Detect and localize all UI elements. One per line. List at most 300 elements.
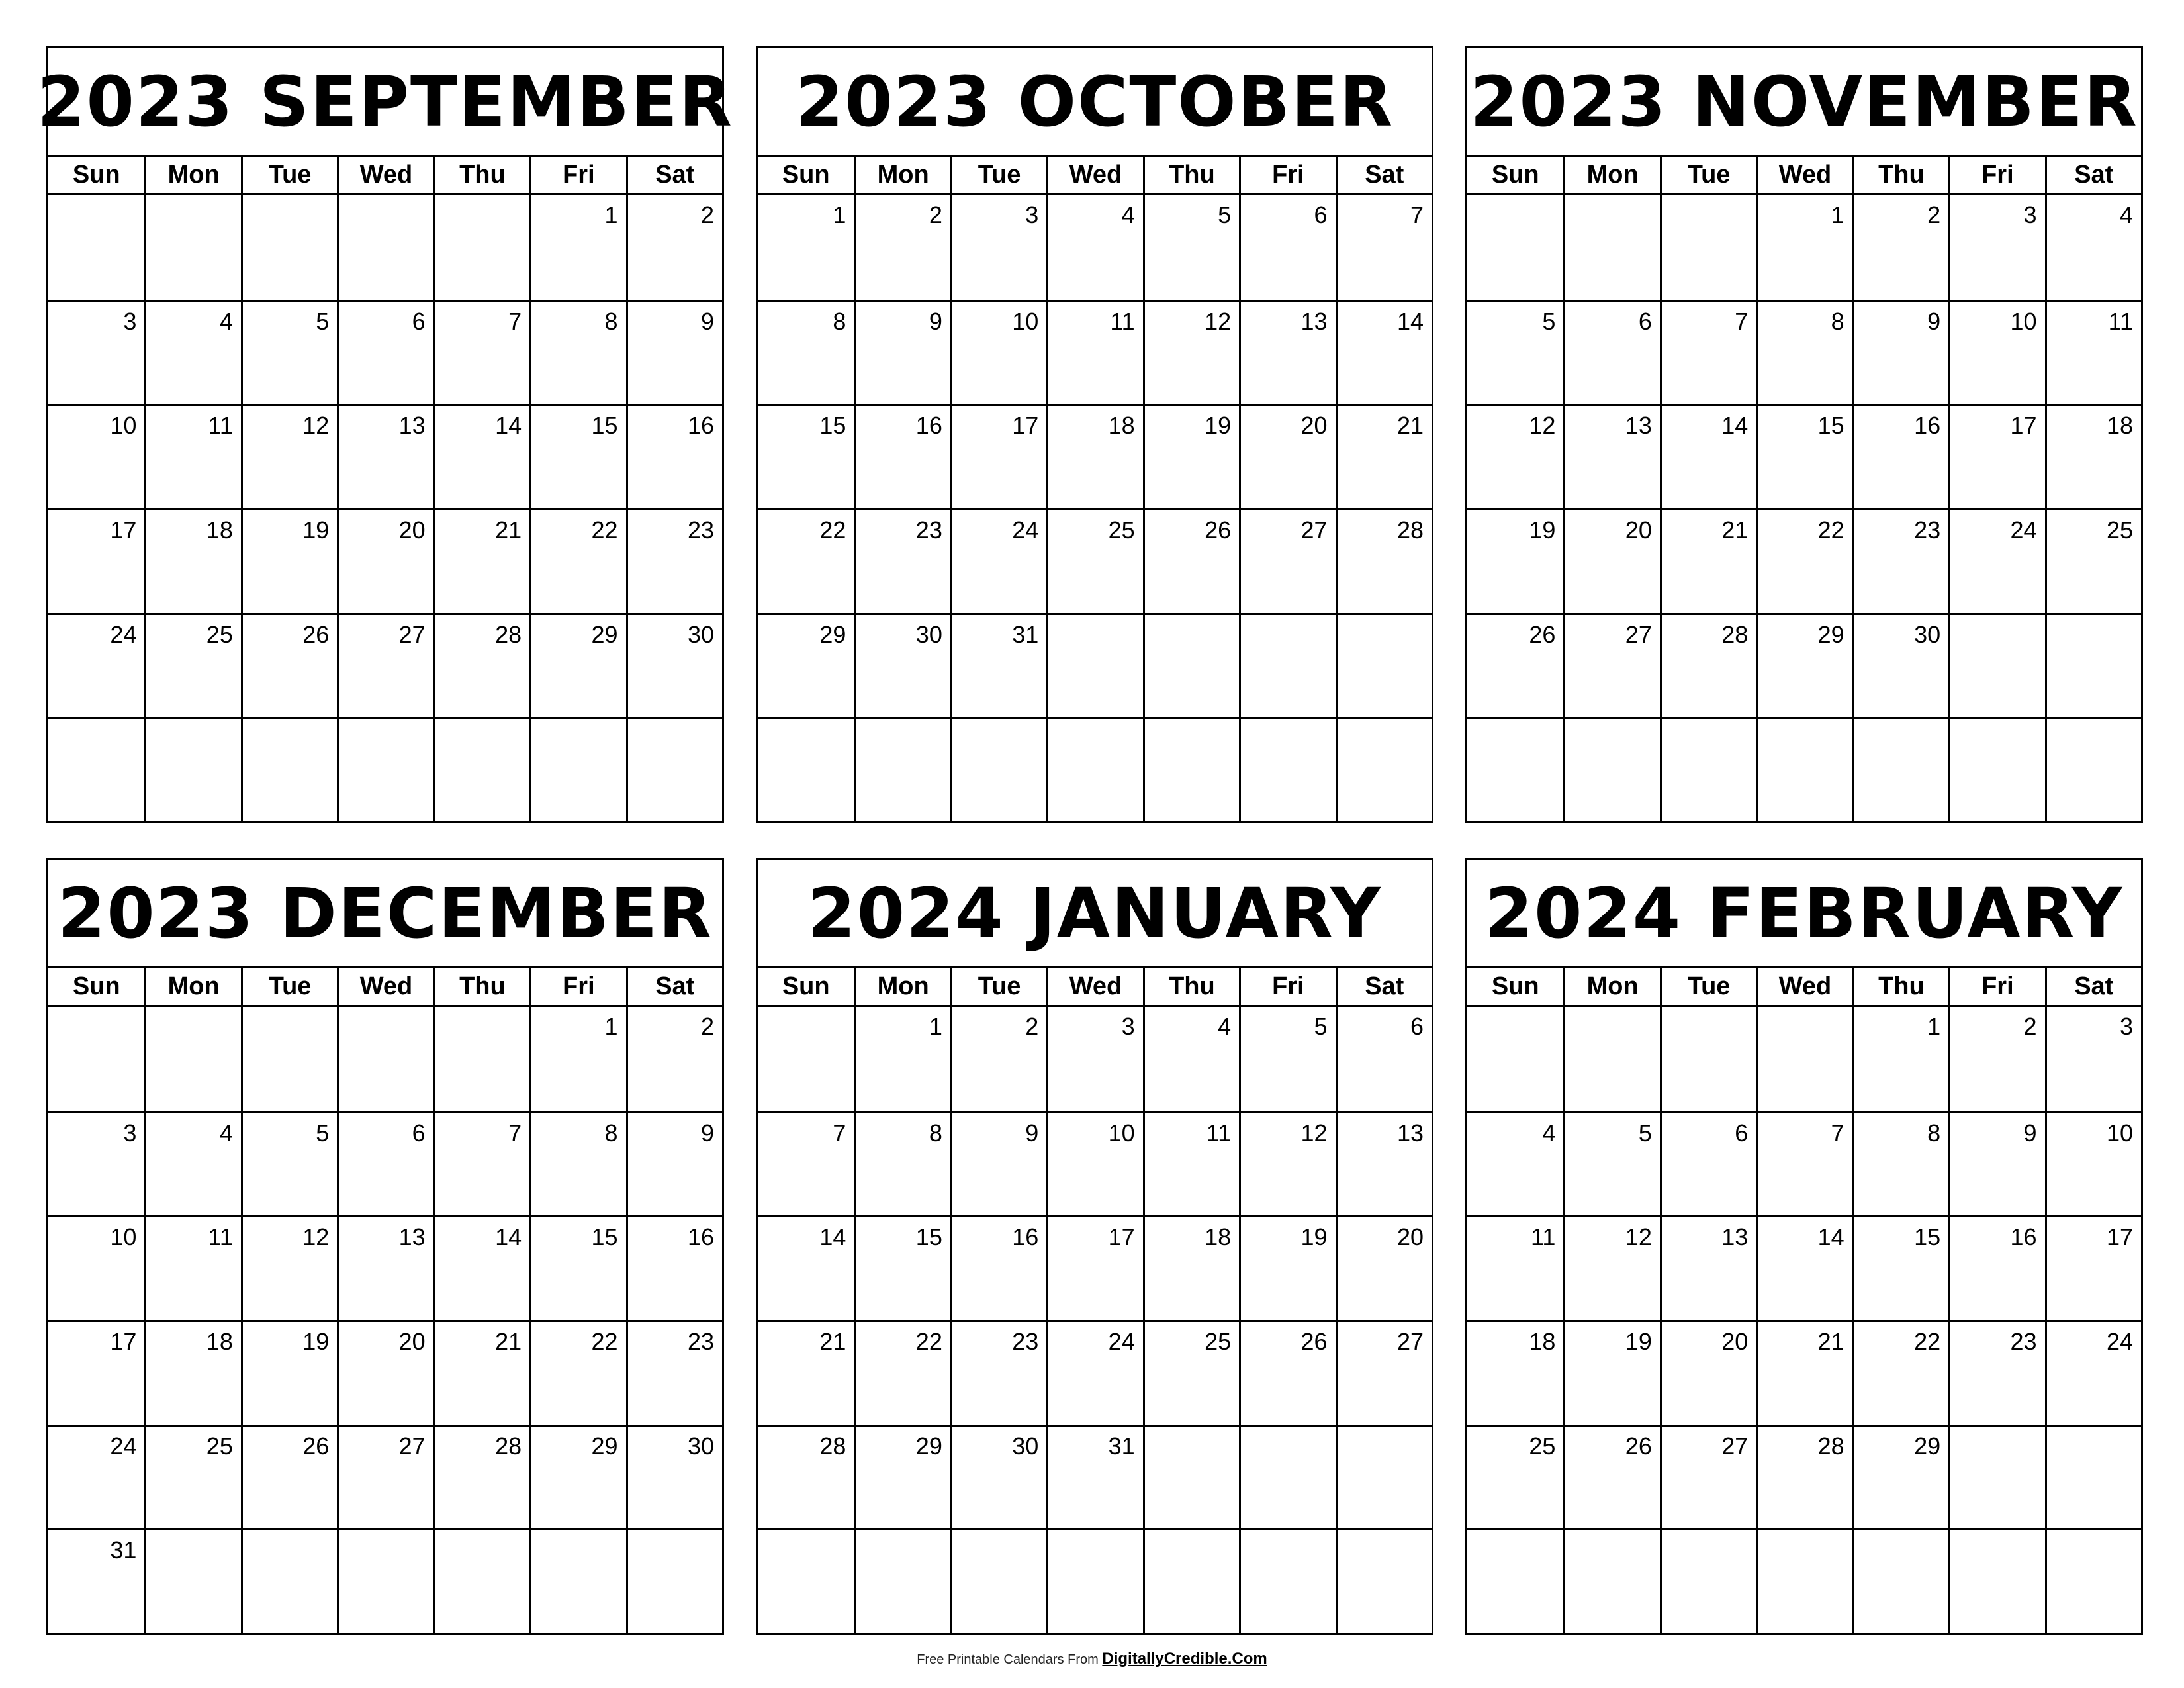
weekday-label: Mon [854,968,950,1005]
day-cell [950,1528,1046,1633]
day-cell: 10 [1948,300,2044,404]
day-cell: 6 [337,300,433,404]
weekday-label: Wed [1756,157,1852,193]
day-cell: 16 [950,1215,1046,1320]
day-cell [433,1528,529,1633]
month-calendar [1465,858,2143,1635]
weekday-label: Fri [1239,157,1335,193]
weekday-label: Mon [144,968,240,1005]
day-cell [433,195,529,300]
day-cell: 27 [337,1425,433,1529]
day-cell: 2 [1948,1007,2044,1111]
weekday-label: Mon [854,157,950,193]
month-title: 2023 OCTOBER [758,48,1432,157]
day-cell [48,1007,144,1111]
day-cell: 27 [1239,508,1335,613]
day-cell: 21 [758,1320,854,1425]
day-cell: 28 [1660,613,1756,718]
weekday-label: Sat [2045,157,2141,193]
weekday-label: Tue [241,157,337,193]
weekday-label: Tue [950,157,1046,193]
day-cell: 14 [433,404,529,508]
weekday-label: Mon [1563,968,1659,1005]
day-cell: 3 [1948,195,2044,300]
day-cell [758,1528,854,1633]
day-cell: 19 [1467,508,1563,613]
weekday-label: Sun [782,972,830,1000]
day-cell: 6 [337,1111,433,1216]
day-cell: 27 [1563,613,1659,718]
day-cell [144,1007,240,1111]
day-cell [1660,717,1756,821]
day-cell [1336,1528,1432,1633]
day-cell: 1 [529,1007,625,1111]
day-cell: 25 [2045,508,2141,613]
day-cell: 12 [1143,300,1239,404]
day-cell [337,195,433,300]
day-cell: 21 [1336,404,1432,508]
day-cell: 30 [950,1425,1046,1529]
day-cell: 16 [854,404,950,508]
day-cell: 25 [1467,1425,1563,1529]
day-cell [1467,1528,1563,1633]
weekday-label: Thu [433,968,529,1005]
day-cell: 7 [433,1111,529,1216]
day-cell [2045,1528,2141,1633]
day-cell: 20 [1660,1320,1756,1425]
day-cell: 5 [241,1111,337,1216]
day-cell: 21 [1756,1320,1852,1425]
day-cell: 18 [144,508,240,613]
weekday-label: Thu [1143,968,1239,1005]
day-cell: 24 [48,1425,144,1529]
day-cell: 9 [626,300,722,404]
day-cell: 1 [833,201,846,228]
day-cell: 26 [241,1425,337,1529]
day-cell: 25 [144,1425,240,1529]
day-cell [1563,1528,1659,1633]
weekday-label: Thu [433,157,529,193]
day-cell: 2 [626,195,722,300]
day-cell: 20 [337,508,433,613]
weekday-label: Thu [1852,968,1948,1005]
day-cell: 13 [1336,1111,1432,1216]
day-cell: 27 [1336,1320,1432,1425]
day-cell: 30 [854,613,950,718]
day-cell: 29 [758,613,854,718]
weekday-label: Tue [1660,157,1756,193]
day-cell [1563,717,1659,821]
day-cell [1948,717,2044,821]
day-cell [758,717,854,821]
day-cell: 9 [950,1111,1046,1216]
day-cell: 24 [1948,508,2044,613]
weekday-label: Wed [337,157,433,193]
day-cell: 12 [241,1215,337,1320]
day-cell: 2 [626,1007,722,1111]
day-cell: 29 [1852,1425,1948,1529]
day-cell: 23 [854,508,950,613]
day-cell [529,717,625,821]
day-grid [48,195,722,821]
day-cell [2045,613,2141,718]
day-cell: 19 [1239,1215,1335,1320]
weekday-label: Fri [529,157,625,193]
day-cell: 24 [48,613,144,718]
day-cell [241,1528,337,1633]
weekday-header [48,157,722,195]
day-cell: 17 [2045,1215,2141,1320]
day-cell: 14 [1756,1215,1852,1320]
day-cell: 10 [2045,1111,2141,1216]
day-cell: 19 [241,508,337,613]
day-cell: 11 [1143,1111,1239,1216]
day-cell [48,717,144,821]
day-cell: 5 [1143,195,1239,300]
day-cell [1239,1528,1335,1633]
day-cell [433,717,529,821]
day-cell: 22 [529,1320,625,1425]
weekday-label: Sun [72,161,120,189]
day-cell [48,195,144,300]
day-cell: 23 [1852,508,1948,613]
day-cell: 10 [48,404,144,508]
weekday-label: Tue [950,968,1046,1005]
day-cell: 1 [1756,195,1852,300]
day-cell: 8 [1852,1111,1948,1216]
day-cell: 7 [758,1111,854,1216]
day-cell: 3 [1046,1007,1142,1111]
day-cell: 14 [1660,404,1756,508]
day-cell: 5 [1239,1007,1335,1111]
day-cell: 10 [48,1215,144,1320]
footer [0,1650,2184,1668]
day-cell: 3 [48,300,144,404]
day-cell: 22 [1852,1320,1948,1425]
day-cell [1336,717,1432,821]
day-cell: 18 [1467,1320,1563,1425]
day-cell [2045,717,2141,821]
month-calendar [1465,46,2143,823]
day-cell: 26 [241,613,337,718]
day-cell: 24 [950,508,1046,613]
day-cell: 20 [1563,508,1659,613]
day-cell: 18 [1046,404,1142,508]
day-cell: 5 [241,300,337,404]
day-cell [529,1528,625,1633]
day-cell: 29 [529,613,625,718]
day-cell: 25 [1046,508,1142,613]
month-title: 2023 NOVEMBER [1467,48,2141,157]
day-cell: 17 [1948,404,2044,508]
day-cell: 9 [626,1111,722,1216]
day-cell: 3 [48,1111,144,1216]
day-cell: 5 [1563,1111,1659,1216]
day-cell: 20 [337,1320,433,1425]
day-cell: 15 [1756,404,1852,508]
day-cell [1467,717,1563,821]
footer-prefix: Free Printable Calendars From [917,1652,1099,1667]
day-cell: 4 [2045,195,2141,300]
day-cell: 3 [2045,1007,2141,1111]
day-cell: 9 [854,300,950,404]
day-cell [241,1007,337,1111]
month-calendar [756,858,1433,1635]
day-cell: 17 [1046,1215,1142,1320]
day-cell: 22 [1756,508,1852,613]
weekday-label: Sat [1336,968,1432,1005]
day-cell [1756,1007,1852,1111]
weekday-label: Mon [1563,157,1659,193]
day-cell: 28 [758,1425,854,1529]
weekday-label: Sun [72,972,120,1000]
weekday-label: Fri [1948,157,2044,193]
day-cell [241,717,337,821]
day-cell: 11 [1046,300,1142,404]
month-title: 2024 JANUARY [758,860,1432,968]
day-cell: 22 [758,508,854,613]
day-cell: 8 [1756,300,1852,404]
day-cell: 19 [241,1320,337,1425]
day-cell [1948,1528,2044,1633]
day-cell: 7 [1336,195,1432,300]
day-cell: 18 [1143,1215,1239,1320]
weekday-header [758,968,1432,1007]
day-cell: 19 [1143,404,1239,508]
weekday-label: Sat [2045,968,2141,1005]
weekday-label: Sat [1336,157,1432,193]
day-cell [1336,1425,1432,1529]
day-cell: 13 [1563,404,1659,508]
day-cell: 31 [950,613,1046,718]
day-cell: 16 [1852,404,1948,508]
day-cell [1852,1528,1948,1633]
day-cell: 5 [1467,300,1563,404]
day-cell: 23 [1948,1320,2044,1425]
day-cell: 18 [2045,404,2141,508]
day-cell [854,1528,950,1633]
day-cell: 30 [626,1425,722,1529]
day-cell: 1 [529,195,625,300]
day-cell: 31 [1046,1425,1142,1529]
weekday-label: Sat [626,968,722,1005]
day-cell [241,195,337,300]
day-cell: 17 [950,404,1046,508]
day-cell [1660,195,1756,300]
weekday-label: Sun [1491,972,1539,1000]
day-cell [1046,613,1142,718]
day-cell [1563,195,1659,300]
day-cell: 2 [854,195,950,300]
day-cell: 26 [1143,508,1239,613]
day-cell: 8 [529,300,625,404]
weekday-header [1467,157,2141,195]
day-cell: 3 [950,195,1046,300]
day-cell [1143,717,1239,821]
day-cell: 2 [1852,195,1948,300]
day-cell [337,1528,433,1633]
day-cell [1336,613,1432,718]
day-cell: 25 [144,613,240,718]
day-cell: 22 [854,1320,950,1425]
day-cell: 23 [626,508,722,613]
day-cell: 10 [1046,1111,1142,1216]
day-cell [144,717,240,821]
day-cell: 15 [529,1215,625,1320]
month-calendar [37,46,733,823]
weekday-label: Wed [1046,157,1142,193]
day-cell [1143,1425,1239,1529]
day-cell: 12 [1239,1111,1335,1216]
day-cell: 22 [529,508,625,613]
day-cell: 29 [529,1425,625,1529]
day-cell: 6 [1239,195,1335,300]
weekday-label: Mon [144,157,240,193]
day-cell: 21 [433,1320,529,1425]
day-cell: 14 [758,1215,854,1320]
day-cell: 15 [758,404,854,508]
day-cell [1239,717,1335,821]
day-cell: 17 [48,1320,144,1425]
day-cell: 2 [950,1007,1046,1111]
day-cell: 13 [1660,1215,1756,1320]
day-cell: 11 [144,404,240,508]
day-cell [1046,1528,1142,1633]
weekday-label: Sat [626,157,722,193]
day-cell [2045,1425,2141,1529]
weekday-label: Wed [1046,968,1142,1005]
day-cell [144,1528,240,1633]
day-cell: 6 [1660,1111,1756,1216]
day-cell: 23 [626,1320,722,1425]
day-cell: 7 [433,300,529,404]
day-cell: 10 [950,300,1046,404]
day-cell [1756,1528,1852,1633]
weekday-header [1467,968,2141,1007]
day-cell [1467,1007,1563,1111]
day-cell: 12 [1467,404,1563,508]
day-cell: 4 [1046,195,1142,300]
day-grid [758,1007,1432,1633]
day-cell: 14 [1336,300,1432,404]
weekday-label: Fri [529,968,625,1005]
day-cell [1948,1425,2044,1529]
day-cell: 16 [626,404,722,508]
day-cell [1563,1007,1659,1111]
day-cell: 13 [1239,300,1335,404]
day-cell: 24 [1046,1320,1142,1425]
day-cell: 28 [433,1425,529,1529]
day-cell: 4 [144,300,240,404]
day-cell: 8 [854,1111,950,1216]
day-cell: 28 [1336,508,1432,613]
day-cell: 28 [433,613,529,718]
day-cell [1239,613,1335,718]
day-cell [1143,1528,1239,1633]
day-cell: 16 [1948,1215,2044,1320]
weekday-label: Thu [1852,157,1948,193]
day-cell [1239,1425,1335,1529]
day-cell: 15 [1852,1215,1948,1320]
weekday-label: Tue [1660,968,1756,1005]
day-cell [337,717,433,821]
month-calendar [46,858,724,1635]
weekday-label: Thu [1143,157,1239,193]
day-cell: 11 [144,1215,240,1320]
day-cell: 13 [337,1215,433,1320]
day-cell [1046,717,1142,821]
day-grid [1467,195,2141,821]
day-cell [1756,717,1852,821]
day-cell: 4 [1143,1007,1239,1111]
weekday-label: Sun [782,161,830,189]
day-cell [1852,717,1948,821]
day-cell: 4 [144,1111,240,1216]
day-cell: 29 [854,1425,950,1529]
day-cell: 9 [1948,1111,2044,1216]
day-cell [1948,613,2044,718]
day-cell: 21 [1660,508,1756,613]
weekday-label: Fri [1239,968,1335,1005]
month-calendar [756,46,1433,823]
month-title: 2023 SEPTEMBER [48,48,722,157]
weekday-label: Tue [241,968,337,1005]
day-grid [1467,1007,2141,1633]
day-cell: 21 [433,508,529,613]
day-cell: 1 [1852,1007,1948,1111]
day-cell: 24 [2045,1320,2141,1425]
day-cell: 7 [1660,300,1756,404]
weekday-label: Fri [1948,968,2044,1005]
day-cell: 9 [1852,300,1948,404]
day-cell: 18 [144,1320,240,1425]
day-cell: 8 [529,1111,625,1216]
footer-site-link[interactable]: DigitallyCredible.Com [1102,1650,1267,1667]
day-cell [626,1528,722,1633]
day-cell: 12 [241,404,337,508]
day-cell: 28 [1756,1425,1852,1529]
day-cell: 12 [1563,1215,1659,1320]
day-cell: 23 [950,1320,1046,1425]
day-cell: 6 [1563,300,1659,404]
day-cell: 25 [1143,1320,1239,1425]
day-grid [48,1007,722,1633]
day-cell: 20 [1336,1215,1432,1320]
day-cell [854,717,950,821]
day-cell [1660,1528,1756,1633]
day-cell: 30 [626,613,722,718]
day-cell [950,717,1046,821]
day-cell: 13 [337,404,433,508]
day-cell: 26 [1467,613,1563,718]
day-cell: 27 [337,613,433,718]
day-cell [144,195,240,300]
day-cell: 16 [626,1215,722,1320]
day-cell: 11 [1467,1215,1563,1320]
day-cell [1660,1007,1756,1111]
day-cell: 7 [1756,1111,1852,1216]
weekday-header [48,968,722,1007]
day-grid [758,195,1432,821]
day-cell: 17 [48,508,144,613]
day-cell: 27 [1660,1425,1756,1529]
day-cell: 29 [1756,613,1852,718]
day-cell: 11 [2045,300,2141,404]
day-cell [337,1007,433,1111]
weekday-header [758,157,1432,195]
day-cell: 14 [433,1215,529,1320]
day-cell: 8 [758,300,854,404]
